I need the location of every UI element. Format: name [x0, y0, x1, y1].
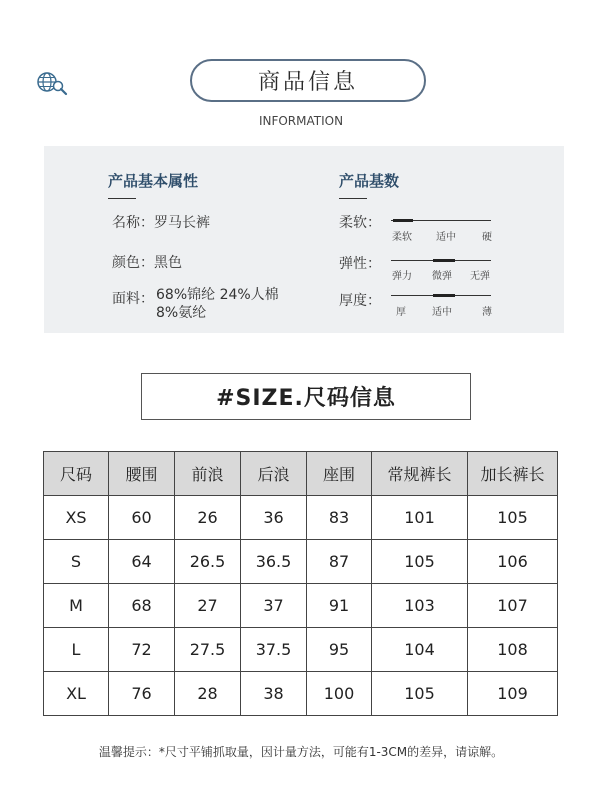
table-cell: 103	[372, 584, 468, 628]
table-row	[44, 496, 558, 540]
thickness-tick: 适中	[432, 307, 452, 318]
table-cell: 109	[468, 672, 558, 716]
table-cell: 37.5	[241, 628, 307, 672]
thickness-label: 厚度：	[339, 293, 381, 309]
attr-fabric-value-2: 8%氨纶	[156, 305, 207, 321]
table-cell: 83	[307, 496, 372, 540]
table-row	[44, 584, 558, 628]
size-title: #SIZE.尺码信息	[216, 386, 396, 411]
column-header: 常规裤长	[372, 452, 468, 496]
table-cell: 26	[175, 496, 241, 540]
globe-search-icon	[36, 70, 68, 96]
thickness-tick: 薄	[482, 307, 492, 318]
table-cell: 76	[109, 672, 175, 716]
attr-name: 名称：罗马长裤	[112, 215, 210, 231]
table-cell: 105	[372, 540, 468, 584]
page-subtitle: INFORMATION	[258, 114, 344, 128]
table-cell: 36.5	[241, 540, 307, 584]
table-header-row	[44, 452, 558, 496]
table-cell: XS	[44, 496, 109, 540]
footnote: 温馨提示：*尺寸平铺抓取量，因计量方法，可能有1-3CM的差异，请谅解。	[98, 745, 504, 759]
table-row	[44, 628, 558, 672]
table-row	[44, 540, 558, 584]
elasticity-tick: 微弹	[432, 271, 452, 282]
table-cell: 36	[241, 496, 307, 540]
column-header: 加长裤长	[468, 452, 558, 496]
table-row	[44, 672, 558, 716]
table-cell: 38	[241, 672, 307, 716]
table-cell: 68	[109, 584, 175, 628]
table-cell: L	[44, 628, 109, 672]
table-cell: 100	[307, 672, 372, 716]
softness-scale-marker	[393, 219, 413, 222]
elasticity-tick: 无弹	[470, 271, 490, 282]
column-header: 座围	[307, 452, 372, 496]
elasticity-tick: 弹力	[392, 271, 412, 282]
page-title	[190, 59, 426, 102]
elasticity-scale-marker	[433, 259, 455, 262]
table-cell: 27.5	[175, 628, 241, 672]
table-cell: 72	[109, 628, 175, 672]
size-title-box	[141, 373, 471, 420]
column-header: 尺码	[44, 452, 109, 496]
softness-label: 柔软：	[339, 215, 381, 231]
table-cell: 64	[109, 540, 175, 584]
attr-fabric-value-1: 68%锦纶 24%人棉	[156, 287, 279, 303]
thickness-tick: 厚	[396, 307, 406, 318]
table-cell: M	[44, 584, 109, 628]
softness-tick: 柔软	[392, 232, 412, 243]
table-cell: 105	[372, 672, 468, 716]
table-cell: 91	[307, 584, 372, 628]
table-cell: 106	[468, 540, 558, 584]
table-cell: 107	[468, 584, 558, 628]
table-cell: 60	[109, 496, 175, 540]
softness-tick: 硬	[482, 232, 492, 243]
attr-color: 颜色：黑色	[112, 255, 182, 271]
column-header: 后浪	[241, 452, 307, 496]
table-cell: 105	[468, 496, 558, 540]
table-cell: 104	[372, 628, 468, 672]
table-cell: 108	[468, 628, 558, 672]
thickness-scale-marker	[433, 294, 455, 297]
table-cell: 28	[175, 672, 241, 716]
size-table	[43, 451, 558, 716]
softness-tick: 适中	[436, 232, 456, 243]
basic-heading-underline	[108, 198, 136, 199]
table-cell: 87	[307, 540, 372, 584]
table-cell: 95	[307, 628, 372, 672]
table-cell: 26.5	[175, 540, 241, 584]
params-heading-underline	[339, 198, 367, 199]
table-cell: XL	[44, 672, 109, 716]
page-title-text: 商品信息	[257, 70, 358, 95]
table-cell: S	[44, 540, 109, 584]
table-cell: 101	[372, 496, 468, 540]
column-header: 腰围	[109, 452, 175, 496]
attr-fabric-label: 面料：	[112, 291, 154, 307]
column-header: 前浪	[175, 452, 241, 496]
elasticity-label: 弹性：	[339, 256, 381, 272]
params-heading: 产品基数	[339, 172, 400, 190]
basic-attributes-heading: 产品基本属性	[108, 172, 199, 190]
table-cell: 27	[175, 584, 241, 628]
table-cell: 37	[241, 584, 307, 628]
